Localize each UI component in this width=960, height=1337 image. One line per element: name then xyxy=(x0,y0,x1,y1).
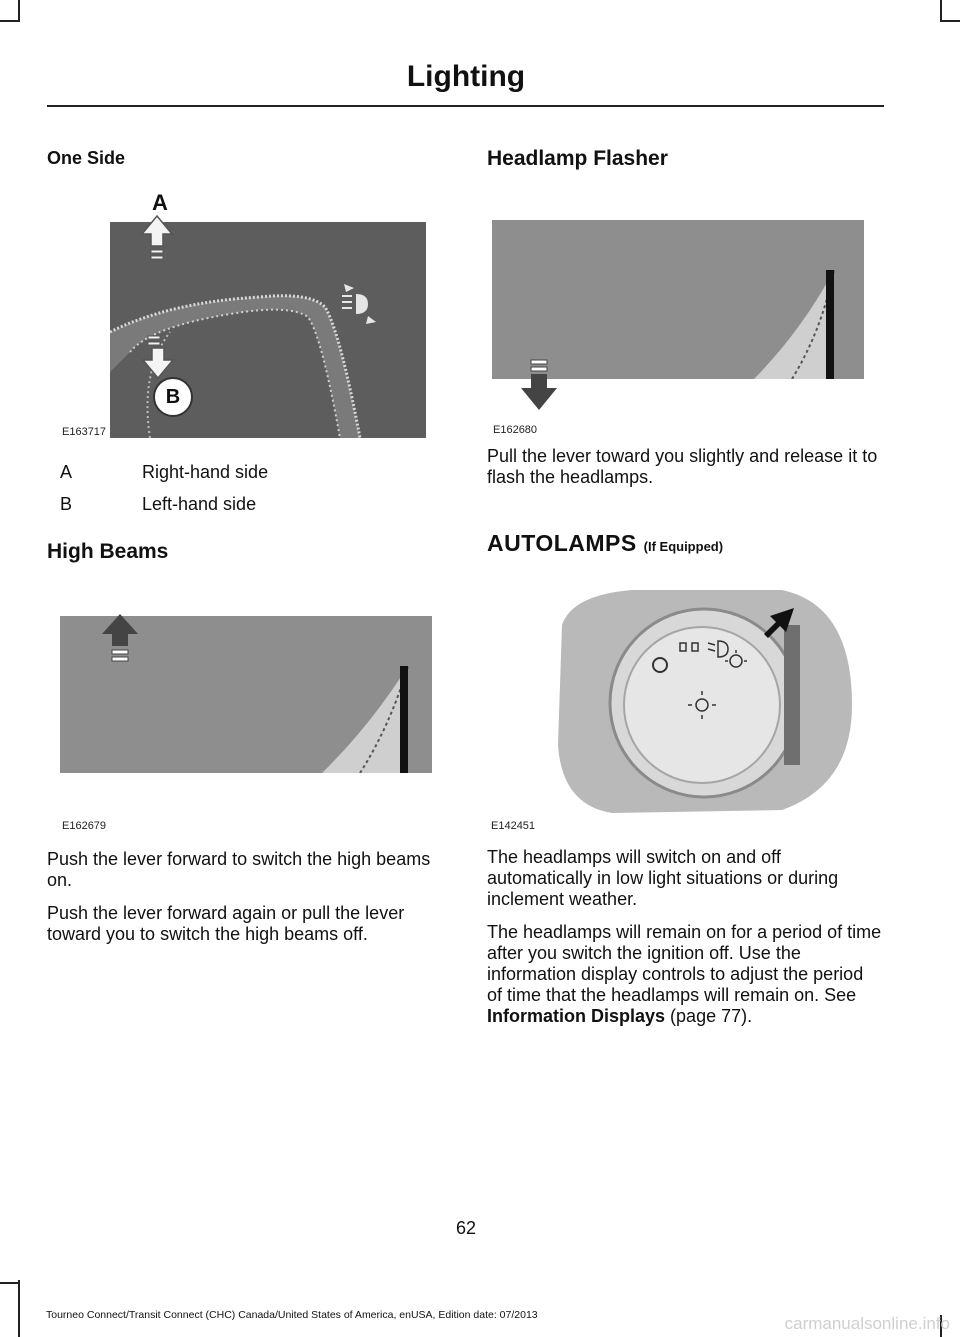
one-side-heading: One Side xyxy=(47,148,126,168)
arrow-pointer-icon xyxy=(760,604,800,640)
paragraph xyxy=(487,922,882,1027)
paragraph-text: The headlamps will remain on for a period of time after you switch the ignition off. Use the information display controls to adjust the period of time that the headlamps will remain on. See xyxy=(487,922,882,1005)
watermark: carmanualsonline.info xyxy=(784,1314,950,1333)
legend-value: Right-hand side xyxy=(142,462,269,482)
callout-a: A xyxy=(152,190,168,215)
information-displays-link[interactable]: Information Displays xyxy=(487,1006,666,1026)
legend-key: A xyxy=(60,462,73,482)
arrow-down-icon xyxy=(519,358,559,412)
paragraph: Pull the lever toward you slightly and release it to flash the headlamps. xyxy=(487,446,878,487)
legend-key: B xyxy=(60,494,73,514)
legend-value: Left-hand side xyxy=(142,494,257,514)
if-equipped-label: (If Equipped) xyxy=(643,539,724,554)
paragraph: Push the lever forward again or pull the lever toward you to switch the high beams off. xyxy=(47,903,405,944)
figure-id-e162680: E162680 xyxy=(493,424,538,436)
figure-id-e163717: E163717 xyxy=(62,426,107,438)
crop-mark-bottom-left xyxy=(18,1280,20,1337)
legend-row-b xyxy=(60,494,420,516)
page-number: 62 xyxy=(455,1218,477,1238)
autolamps-title: AUTOLAMPS xyxy=(487,530,637,556)
high-beams-text xyxy=(47,849,442,957)
callout-b: B xyxy=(153,377,193,417)
headlamp-switch-illustration xyxy=(552,585,858,817)
figure-id-e162679: E162679 xyxy=(62,820,107,832)
crop-mark-top-left-h xyxy=(0,20,20,22)
autolamps-heading xyxy=(487,530,723,557)
crop-mark-top-right-h xyxy=(940,20,960,22)
edition-footer: Tourneo Connect/Transit Connect (CHC) Canada/United States of America, enUSA, Edition date: 07/2013 xyxy=(46,1309,538,1321)
arrow-up-icon xyxy=(140,214,174,264)
page-title: Lighting xyxy=(406,60,526,93)
crop-mark-top-right xyxy=(940,0,942,22)
header-divider xyxy=(47,105,884,107)
flasher-text xyxy=(487,446,882,500)
lever-illustration xyxy=(492,220,864,379)
figure-id-e142451: E142451 xyxy=(491,820,536,832)
headlamp-icon xyxy=(342,284,376,324)
flasher-figure xyxy=(492,220,864,379)
high-beams-heading: High Beams xyxy=(47,540,169,563)
autolamps-text xyxy=(487,847,882,1039)
crop-mark-bottom-left-h xyxy=(0,1282,20,1284)
paragraph: Push the lever forward to switch the high beams on. xyxy=(47,849,431,890)
paragraph: The headlamps will switch on and off automatically in low light situations or during inclement weather. xyxy=(487,847,839,909)
legend-row-a xyxy=(60,462,420,484)
autolamps-figure xyxy=(552,585,858,817)
crop-mark-top-left xyxy=(18,0,20,22)
arrow-up-icon xyxy=(98,612,142,666)
headlamp-flasher-heading: Headlamp Flasher xyxy=(487,147,668,170)
page-reference: (page 77). xyxy=(670,1006,753,1026)
